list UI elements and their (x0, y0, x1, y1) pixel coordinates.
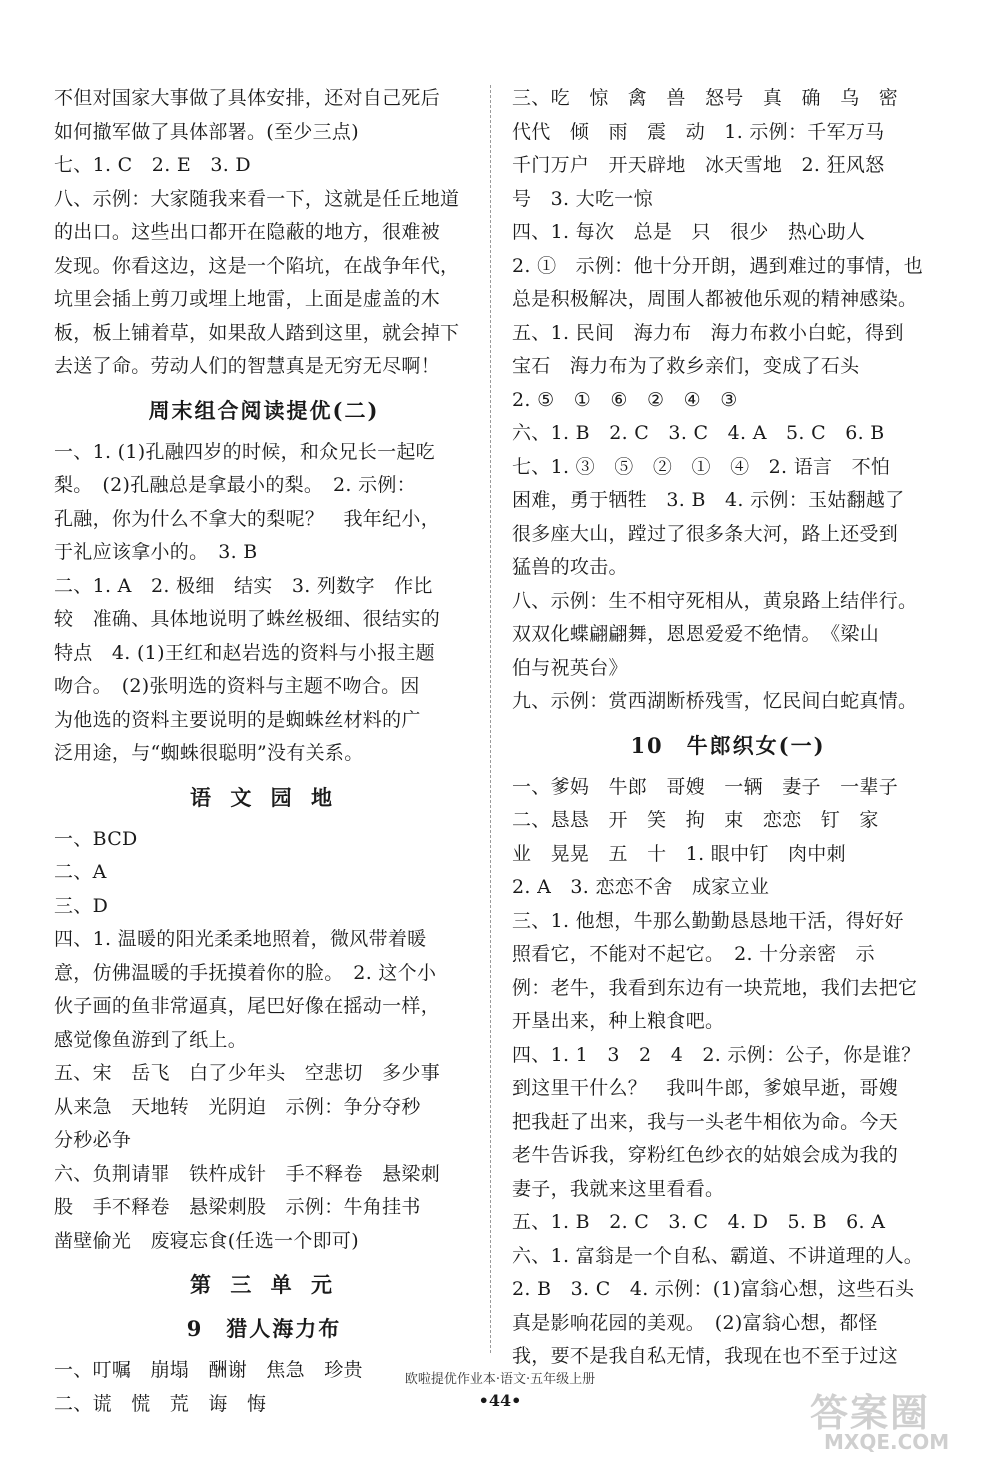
answer-line: 意，仿佛温暖的手抚摸着你的脸。 2. 这个小 (54, 961, 437, 984)
answer-line: 吻合。 (2)张明选的资料与主题不吻合。因 (54, 675, 420, 697)
answer-line: 股 手不释卷 悬梁刺股 示例：牛角挂书 (54, 1196, 421, 1218)
answer-line: 四、1. 每次 总是 只 很少 热心助人 (512, 221, 866, 243)
answer-line: 照看它，不能对不起它。 2. 十分亲密 示 (512, 943, 875, 965)
answer-line: 真是影响花园的美观。 (2)富翁心想，都怪 (512, 1311, 878, 1334)
answer-line: 三、D (54, 894, 109, 917)
answer-line: 七、1. ③ ⑤ ② ① ④ 2. 语言 不怕 (512, 455, 891, 478)
answer-line: 二、谎 慌 荒 诲 悔 (54, 1392, 267, 1415)
answer-line: 2. ⑤ ① ⑥ ② ④ ③ (512, 388, 738, 411)
answer-line: 千门万户 开天辟地 冰天雪地 2. 狂风怒 (512, 154, 885, 176)
answer-line: 为他选的资料主要说明的是蜘蛛丝材料的广 (54, 708, 421, 731)
answer-line: 九、示例：赏西湖断桥残雪，忆民间白蛇真情。 (512, 690, 918, 712)
answer-line: 泛用途，与“蜘蛛很聪明”没有关系。 (54, 742, 364, 764)
answer-line: 宝石 海力布为了救乡亲们，变成了石头 (512, 355, 860, 377)
footer-book-title: 欧啦提优作业本·语文·五年级上册 (404, 1372, 596, 1387)
answer-line: 感觉像鱼游到了纸上。 (54, 1028, 248, 1051)
answer-line: 八、示例：生不相守死相从，黄泉路上结伴行。 (512, 589, 918, 612)
answer-line: 凿壁偷光 废寝忘食(任选一个即可) (54, 1229, 359, 1252)
answer-line: 孔融，你为什么不拿大的梨呢？ 我年纪小， (54, 507, 441, 530)
answer-line: 五、宋 岳飞 白了少年头 空悲切 多少事 (54, 1062, 441, 1084)
watermark-url: MXQE.COM (824, 1430, 950, 1454)
answer-line: 六、负荆请罪 铁杵成针 手不释卷 悬梁刺 (54, 1162, 441, 1185)
answer-line: 五、1. B 2. C 3. C 4. D 5. B 6. A (512, 1211, 886, 1233)
answer-line: 代代 倾 雨 震 动 1. 示例：千军万马 (512, 120, 885, 143)
answer-line: 七、1. C 2. E 3. D (54, 154, 251, 176)
left-column (54, 82, 474, 1421)
answer-line: 从来急 天地转 光阴迫 示例：争分夺秒 (54, 1095, 421, 1118)
answer-line: 三、吃 惊 禽 兽 怒号 真 确 乌 密 (512, 87, 899, 109)
right-column (512, 82, 944, 1374)
answer-line: 分秒必争 (54, 1129, 132, 1151)
answer-line: 例：老牛，我看到东边有一块荒地，我们去把它 (512, 976, 918, 999)
answer-line: 业 晃晃 五 十 1. 眼中钉 肉中刺 (512, 842, 846, 865)
answer-line: 二、1. A 2. 极细 结实 3. 列数字 作比 (54, 574, 433, 597)
answer-line: 四、1. 1 3 2 4 2. 示例：公子，你是谁？ (512, 1043, 921, 1066)
answer-line: 如何撤军做了具体部署。(至少三点) (54, 120, 359, 143)
answer-line: 双双化蝶翩翩舞，恩恩爱爱不绝情。 《梁山 (512, 623, 880, 645)
answer-line: 发现。你看这边，这是一个陷坑，在战争年代， (54, 254, 460, 277)
answer-line: 总是积极解决，周围人都被他乐观的精神感染。 (512, 288, 918, 310)
answer-line: 六、1. 富翁是一个自私、霸道、不讲道理的人。 (512, 1244, 924, 1267)
answer-line: 于礼应该拿小的。 3. B (54, 541, 258, 563)
answer-line: 老牛告诉我，穿粉红色纱衣的姑娘会成为我的 (512, 1144, 899, 1166)
answer-line: 号 3. 大吃一惊 (512, 187, 653, 210)
answer-line: 把我赶了出来，我与一头老牛相依为命。今天 (512, 1110, 899, 1133)
answer-line: 很多座大山，蹚过了很多条大河，路上还受到 (512, 522, 899, 545)
answer-line: 我，要不是我自私无情，我现在也不至于过这 (512, 1345, 899, 1367)
answer-line: 伙子画的鱼非常逼真，尾巴好像在摇动一样， (54, 995, 441, 1017)
answer-line: 二、A (54, 861, 107, 883)
answer-line: 一、1. (1)孔融四岁的时候，和众兄长一起吃 (54, 440, 435, 463)
answer-line: 三、1. 他想，牛那么勤勤恳恳地干活，得好好 (512, 909, 904, 932)
answer-line: 妻子，我就来这里看看。 (512, 1177, 725, 1200)
answer-line: 去送了命。劳动人们的智慧真是无穷无尽啊！ (54, 355, 441, 377)
answer-line: 猛兽的攻击。 (512, 556, 628, 578)
answer-line: 二、恳恳 开 笑 拘 束 恋恋 钉 家 (512, 809, 879, 831)
column-divider (490, 85, 491, 1353)
answer-line: 不但对国家大事做了具体安排，还对自己死后 (54, 87, 441, 109)
watermark-text: 答案圈 (810, 1390, 931, 1435)
section-heading: 周末组合阅读提优(二) (148, 397, 380, 423)
page-number: •44• (478, 1391, 522, 1410)
answer-line: 较 准确、具体地说明了蛛丝极细、很结实的 (54, 608, 441, 630)
answer-line: 到这里干什么？ 我叫牛郎，爹娘早逝，哥嫂 (512, 1077, 899, 1099)
answer-line: 困难，勇于牺牲 3. B 4. 示例：玉姑翻越了 (512, 489, 905, 511)
answer-line: 梨。 (2)孔融总是拿最小的梨。 2. 示例： (54, 474, 416, 496)
answer-line: 2. A 3. 恋恋不舍 成家立业 (512, 876, 770, 898)
answer-line: 伯与祝英台》 (512, 656, 628, 679)
answer-line: 板，板上铺着草，如果敌人踏到这里，就会掉下 (54, 321, 460, 344)
section-heading: 9 猎人海力布 (186, 1316, 342, 1341)
answer-line: 一、爹妈 牛郎 哥嫂 一辆 妻子 一辈子 (512, 775, 899, 798)
section-heading: 语 文 园 地 (190, 784, 338, 810)
answer-line: 特点 4. (1)王红和赵岩选的资料与小报主题 (54, 641, 435, 664)
answer-line: 六、1. B 2. C 3. C 4. A 5. C 6. B (512, 422, 885, 444)
answer-line: 一、BCD (54, 827, 138, 850)
answer-line: 2. ① 示例：他十分开朗，遇到难过的事情，也 (512, 254, 924, 277)
answer-line: 的出口。这些出口都开在隐蔽的地方，很难被 (54, 221, 441, 243)
watermark-logo (800, 1378, 990, 1458)
answer-line: 一、叮嘱 崩塌 酬谢 焦急 珍贵 (54, 1359, 363, 1381)
answer-line: 开垦出来，种上粮食吧。 (512, 1010, 725, 1032)
answer-line: 八、示例：大家随我来看一下，这就是任丘地道 (54, 187, 460, 210)
answer-line: 2. B 3. C 4. 示例：(1)富翁心想，这些石头 (512, 1278, 915, 1300)
section-heading: 第 三 单 元 (190, 1272, 338, 1297)
answer-line: 五、1. 民间 海力布 海力布救小白蛇，得到 (512, 321, 904, 344)
answer-line: 坑里会插上剪刀或埋上地雷，上面是虚盖的木 (54, 288, 441, 310)
answer-line: 四、1. 温暖的阳光柔柔地照着，微风带着暖 (54, 928, 427, 950)
section-heading: 10 牛郎织女(一) (630, 732, 826, 758)
